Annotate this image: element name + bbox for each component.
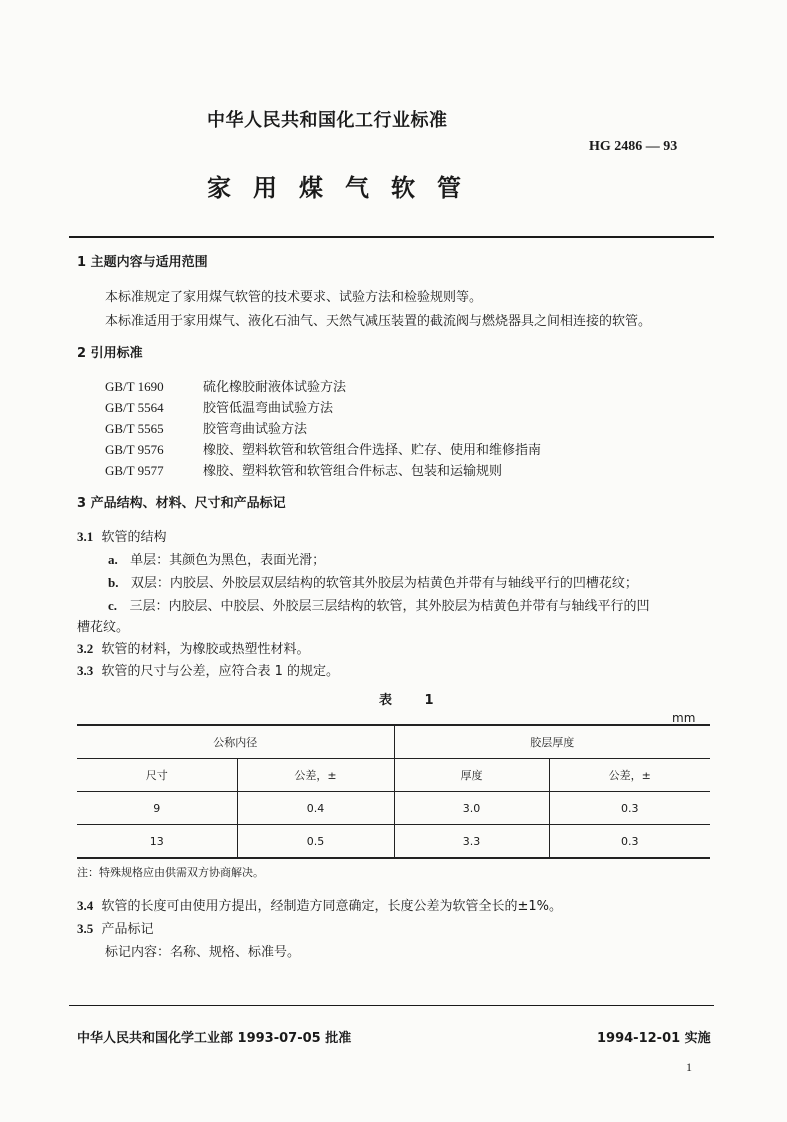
table-cell: 3.0 [394, 792, 549, 825]
table-cell: 0.4 [237, 792, 394, 825]
list-text: 双层：内胶层、外胶层双层结构的软管其外胶层为桔黄色并带有与轴线平行的凹槽花纹； [130, 576, 638, 591]
section-1-paragraph-2: 本标准适用于家用煤气、液化石油气、天然气减压装置的截流阀与燃烧器具之间相连接的软管。 [105, 314, 652, 329]
header-divider [69, 236, 714, 238]
clause-3-1 [77, 526, 167, 545]
table-unit: mm [672, 711, 696, 725]
list-marker: c. [108, 598, 118, 613]
list-marker: a. [108, 552, 118, 567]
list-item [108, 595, 649, 614]
clause-text: 软管的结构 [101, 530, 167, 545]
list-text: 单层：其颜色为黑色，表面光滑； [130, 553, 326, 568]
table-cell: 9 [77, 792, 237, 825]
list-item [108, 572, 638, 591]
table-column-header: 厚度 [394, 759, 549, 792]
approval-note: 中华人民共和国化学工业部 1993-07-05 批准 [77, 1031, 352, 1046]
clause-number: 3.2 [77, 641, 94, 656]
section-2-heading: 2 引用标准 [77, 346, 143, 361]
reference-item [105, 418, 307, 437]
clause-3-4 [77, 895, 562, 914]
list-item-continuation: 槽花纹。 [77, 620, 130, 635]
reference-code: GB/T 5565 [105, 421, 164, 436]
clause-text: 软管的尺寸与公差，应符合表 1 的规定。 [101, 664, 340, 679]
reference-item [105, 460, 502, 479]
clause-3-5 [77, 918, 154, 937]
reference-title: 胶管弯曲试验方法 [203, 422, 308, 437]
table-cell: 3.3 [394, 825, 549, 859]
reference-title: 胶管低温弯曲试验方法 [203, 401, 334, 416]
table-cell: 0.3 [549, 825, 710, 859]
list-item [108, 549, 325, 568]
table-cell: 13 [77, 825, 237, 859]
table-column-header: 尺寸 [77, 759, 237, 792]
section-3-heading: 3 产品结构、材料、尺寸和产品标记 [77, 496, 286, 511]
clause-number: 3.5 [77, 921, 94, 936]
effective-date: 1994-12-01 实施 [597, 1031, 711, 1046]
clause-text: 软管的长度可由使用方提出，经制造方同意确定，长度公差为软管全长的±1%。 [101, 899, 563, 914]
table-group-header: 公称内径 [77, 725, 394, 759]
section-1-heading: 1 主题内容与适用范围 [77, 255, 208, 270]
reference-code: GB/T 9576 [105, 442, 164, 457]
clause-number: 3.3 [77, 663, 94, 678]
footer-divider [69, 1005, 714, 1006]
reference-item [105, 439, 541, 458]
reference-title: 橡胶、塑料软管和软管组合件选择、贮存、使用和维修指南 [203, 443, 542, 458]
list-text: 三层：内胶层、中胶层、外胶层三层结构的软管，其外胶层为桔黄色并带有与轴线平行的凹 [129, 599, 650, 614]
dimension-table [77, 724, 710, 859]
reference-code: GB/T 5564 [105, 400, 164, 415]
clause-text: 产品标记 [101, 922, 154, 937]
table-note: 注：特殊规格应由供需双方协商解决。 [77, 866, 264, 879]
section-1-paragraph-1: 本标准规定了家用煤气软管的技术要求、试验方法和检验规则等。 [105, 290, 483, 305]
clause-number: 3.4 [77, 898, 94, 913]
clause-3-3 [77, 660, 339, 679]
reference-title: 硫化橡胶耐液体试验方法 [203, 380, 347, 395]
issuing-organization: 中华人民共和国化工行业标准 [207, 110, 448, 131]
table-row [77, 792, 710, 825]
document-title: 家用煤气软管 [207, 174, 483, 202]
page-number: 1 [686, 1060, 692, 1074]
reference-code: GB/T 9577 [105, 463, 164, 478]
clause-number: 3.1 [77, 529, 94, 544]
table-cell: 0.5 [237, 825, 394, 859]
reference-code: GB/T 1690 [105, 379, 164, 394]
table-cell: 0.3 [549, 792, 710, 825]
table-group-header: 胶层厚度 [394, 725, 710, 759]
table-title: 表 1 [379, 693, 448, 708]
clause-text: 软管的材料，为橡胶或热塑性材料。 [101, 642, 310, 657]
clause-3-2 [77, 638, 310, 657]
table-column-header: 公差，± [237, 759, 394, 792]
clause-3-5-content: 标记内容：名称、规格、标准号。 [105, 945, 301, 960]
list-marker: b. [108, 575, 119, 590]
table-row [77, 825, 710, 859]
standard-code: HG 2486 — 93 [589, 139, 678, 154]
reference-item [105, 376, 346, 395]
reference-item [105, 397, 333, 416]
reference-title: 橡胶、塑料软管和软管组合件标志、包装和运输规则 [203, 464, 503, 479]
table-column-header: 公差，± [549, 759, 710, 792]
